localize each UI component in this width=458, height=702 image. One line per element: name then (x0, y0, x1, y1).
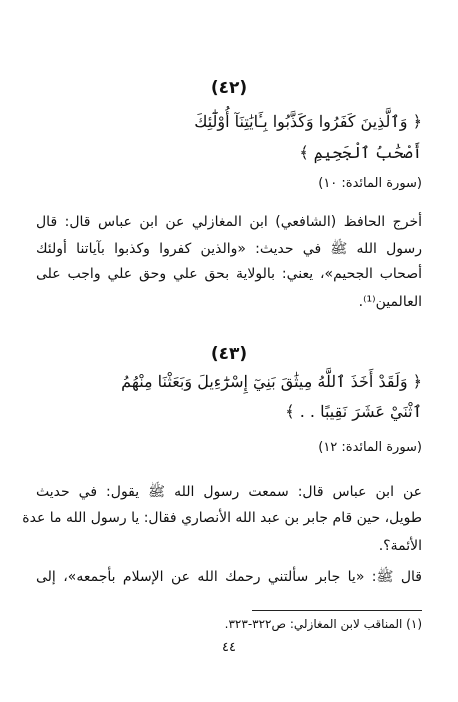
body-text-line: الأئمة؟. (378, 538, 422, 554)
body-text-line: قال ﷺ: «يا جابر سألتني رحمك الله عن الإسلام بأجمعه»، إلى (36, 569, 422, 585)
body-text-line: طويل، حين قام جابر بن عبد الله الأنصاري فقال: يا رسول الله ما عدة (22, 510, 422, 526)
quran-verse-line: أَصْحَٰبُ ٱلْجَحِيمِ ﴾ (299, 143, 422, 162)
body-text-line: عن ابن عباس قال: سمعت رسول الله ﷺ يقول: في حديث (36, 484, 422, 500)
quran-verse-line: ﴿ وَلَقَدْ أَخَذَ ٱللَّهُ مِيثَٰقَ بَنِيٓ إِسْرَٰٓءِيلَ وَبَعَثْنَا مِنْهُمُ (121, 372, 422, 391)
verse-source: (سورة المائدة: ١٢) (318, 440, 422, 455)
page-number: ٤٤ (222, 640, 236, 655)
footnote-divider (252, 610, 422, 611)
body-text-line: العالمين⁽¹⁾. (358, 294, 422, 310)
body-text-line: أخرج الحافظ (الشافعي) ابن المغازلي عن ابن عباس قال: قال (36, 214, 422, 230)
footnote: (١) المناقب لابن المغازلي: ص٣٢٢-٣٢٣. (224, 617, 422, 631)
verse-source: (سورة المائدة: ١٠) (318, 176, 422, 191)
quran-verse-line: ﴿ وَٱلَّذِينَ كَفَرُوا وَكَذَّبُوا بِـَٔايَٰتِنَآ أُوْلَٰٓئِكَ (194, 112, 422, 131)
section-number: (٤٣) (210, 344, 248, 364)
quran-verse-line: ٱثْنَيْ عَشَرَ نَقِيبًا . . ﴾ (285, 402, 422, 421)
body-text-line: أصحاب الجحيم»، يعني: بالولاية بحق علي وحق علي واجب على (36, 266, 422, 282)
body-text-line: رسول الله ﷺ في حديث: «والذين كفروا وكذبوا بآياتنا أولئك (36, 241, 422, 257)
section-number: (٤٢) (210, 78, 248, 98)
